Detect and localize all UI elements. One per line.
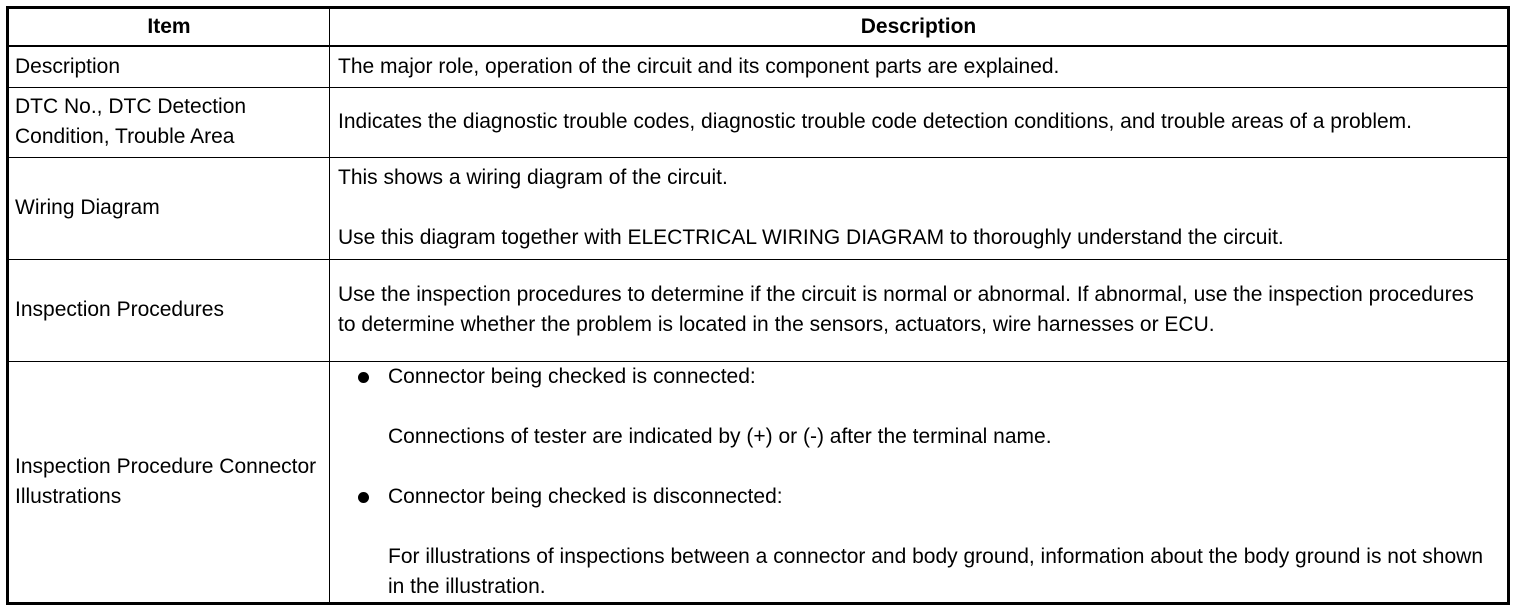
- description-cell: Indicates the diagnostic trouble codes, diagnostic trouble code detection conditions, and trouble areas of a problem.: [330, 87, 1509, 157]
- table-row: [8, 87, 1509, 157]
- item-cell: Inspection Procedures: [8, 259, 330, 361]
- bullet-heading: Connector being checked is disconnected:: [388, 484, 783, 508]
- description-cell: [330, 361, 1509, 603]
- description-cell: Use the inspection procedures to determine if the circuit is normal or abnormal. If abnormal, use the inspection procedures to determine whether the problem is located in the sensors, actuators, wire harnesses or ECU.: [330, 259, 1509, 361]
- bullet-item: [338, 362, 1493, 392]
- bullet-icon: [338, 482, 388, 503]
- description-cell: [330, 157, 1509, 259]
- table-header: [8, 8, 1509, 47]
- paragraph-gap: [338, 193, 1493, 223]
- column-header-item: Item: [8, 8, 330, 47]
- table-row: [8, 157, 1509, 259]
- description-paragraph: Use this diagram together with ELECTRICAL WIRING DIAGRAM to thoroughly understand the circuit.: [338, 226, 1284, 249]
- table-body: [8, 46, 1509, 603]
- item-cell: Inspection Procedure Connector Illustrations: [8, 361, 330, 603]
- bullet-text: Connections of tester are indicated by (+) or (-) after the terminal name.: [388, 424, 1052, 448]
- bullet-item: [338, 482, 1493, 512]
- table-row: [8, 259, 1509, 361]
- info-table: [6, 6, 1510, 605]
- table-row: [8, 361, 1509, 603]
- bullet-heading: Connector being checked is connected:: [388, 364, 756, 388]
- description-paragraph: This shows a wiring diagram of the circuit.: [338, 166, 728, 189]
- paragraph-gap: [338, 512, 1493, 542]
- item-cell: DTC No., DTC Detection Condition, Trouble Area: [8, 87, 330, 157]
- item-cell: Wiring Diagram: [8, 157, 330, 259]
- paragraph-gap: [338, 392, 1493, 422]
- paragraph-gap: [338, 452, 1493, 482]
- bullet-icon: [338, 362, 388, 383]
- table-row: [8, 46, 1509, 87]
- header-row: [8, 8, 1509, 47]
- description-cell: The major role, operation of the circuit and its component parts are explained.: [330, 46, 1509, 87]
- bullet-text: For illustrations of inspections between a connector and body ground, information about the body ground is not shown in the illustration.: [388, 544, 1484, 598]
- column-header-description: Description: [330, 8, 1509, 47]
- item-cell: Description: [8, 46, 330, 87]
